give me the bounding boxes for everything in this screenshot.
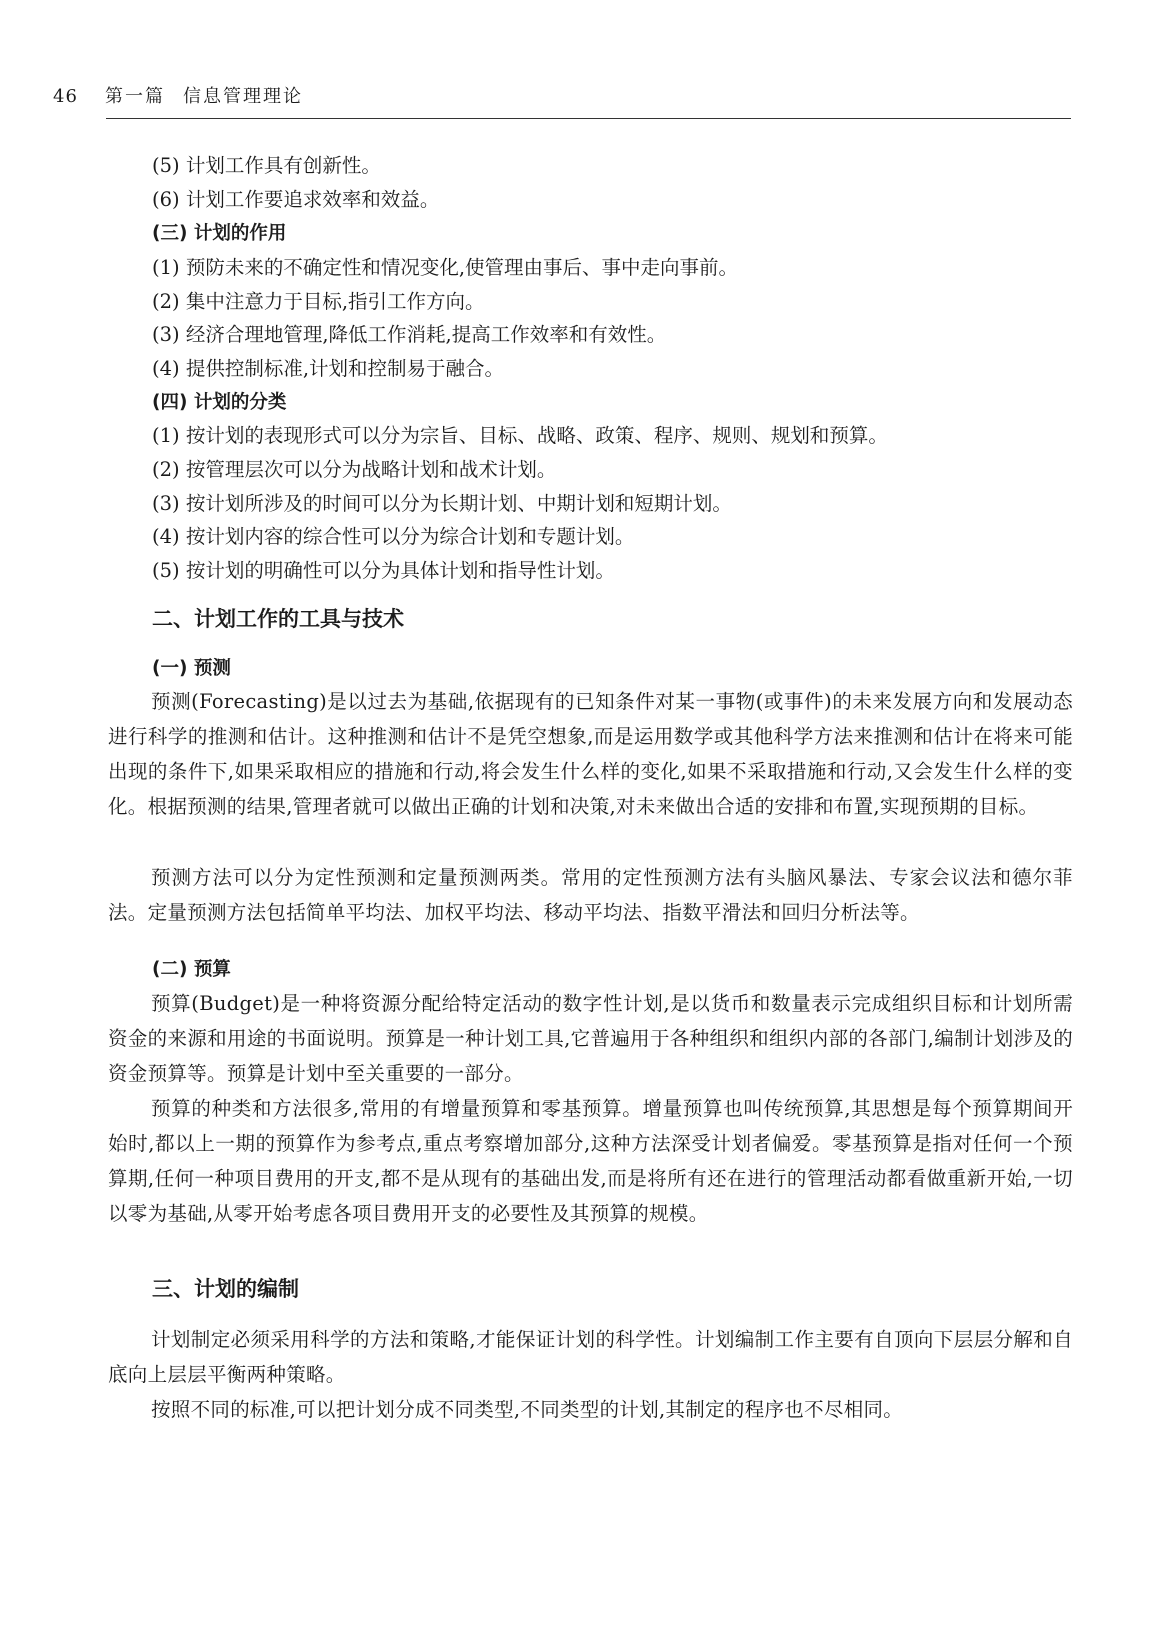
body-paragraph: 计划制定必须采用科学的方法和策略,才能保证计划的科学性。计划编制工作主要有自顶向下层层分解和自底向上层层平衡两种策略。 [108,1328,1073,1386]
list-item: (2) 按管理层次可以分为战略计划和战术计划。 [152,458,557,481]
part-title: 信息管理理论 [183,86,303,107]
part-label: 第一篇 [105,86,165,107]
subsection-heading: (三) 计划的作用 [152,223,287,244]
body-paragraph: 预算的种类和方法很多,常用的有增量预算和零基预算。增量预算也叫传统预算,其思想是每个预算期间开始时,都以上一期的预算作为参考点,重点考察增加部分,这种方法深受计划者偏爱。零基预算是指对任何一个预算期,任何一种项目费用的开支,都不是从现有的基础出发,而是将所有还在进行的管理活动都看做重新开始,一切以零为基础,从零开始考虑各项目费用开支的必要性及其预算的规模。 [108,1097,1073,1225]
subsection-heading: (一) 预测 [152,658,231,679]
list-item: (4) 按计划内容的综合性可以分为综合计划和专题计划。 [152,525,635,548]
list-item: (6) 计划工作要追求效率和效益。 [152,188,440,211]
page-number: 46 [53,86,78,107]
list-item: (3) 按计划所涉及的时间可以分为长期计划、中期计划和短期计划。 [152,492,732,515]
body-paragraph: 预算(Budget)是一种将资源分配给特定活动的数字性计划,是以货币和数量表示完成组织目标和计划所需资金的来源和用途的书面说明。预算是一种计划工具,它普遍用于各种组织和组织内部的各部门,编制计划涉及的资金预算等。预算是计划中至关重要的一部分。 [108,992,1073,1085]
body-paragraph: 按照不同的标准,可以把计划分成不同类型,不同类型的计划,其制定的程序也不尽相同。 [151,1398,904,1421]
body-paragraph: 预测方法可以分为定性预测和定量预测两类。常用的定性预测方法有头脑风暴法、专家会议法和德尔菲法。定量预测方法包括简单平均法、加权平均法、移动平均法、指数平滑法和回归分析法等。 [108,866,1073,924]
list-item: (1) 预防未来的不确定性和情况变化,使管理由事后、事中走向事前。 [152,256,739,279]
body-paragraph: 预测(Forecasting)是以过去为基础,依据现有的已知条件对某一事物(或事件)的未来发展方向和发展动态进行科学的推测和估计。这种推测和估计不是凭空想象,而是运用数学或其他科学方法来推测和估计在将来可能出现的条件下,如果采取相应的措施和行动,将会发生什么样的变化,如果不采取措施和行动,又会发生什么样的变化。根据预测的结果,管理者就可以做出正确的计划和决策,对未来做出合适的安排和布置,实现预期的目标。 [108,690,1073,818]
header-title [105,86,303,108]
header-rule [106,118,1071,119]
list-item: (4) 提供控制标准,计划和控制易于融合。 [152,357,505,380]
subsection-heading: (四) 计划的分类 [152,392,287,413]
list-item: (2) 集中注意力于目标,指引工作方向。 [152,290,485,313]
subsection-heading: (二) 预算 [152,959,231,980]
section-heading: 二、计划工作的工具与技术 [152,607,404,631]
section-heading: 三、计划的编制 [152,1277,299,1301]
list-item: (5) 按计划的明确性可以分为具体计划和指导性计划。 [152,559,615,582]
list-item: (3) 经济合理地管理,降低工作消耗,提高工作效率和有效性。 [152,323,667,346]
list-item: (1) 按计划的表现形式可以分为宗旨、目标、战略、政策、程序、规则、规划和预算。 [152,424,888,447]
list-item: (5) 计划工作具有创新性。 [152,154,381,177]
